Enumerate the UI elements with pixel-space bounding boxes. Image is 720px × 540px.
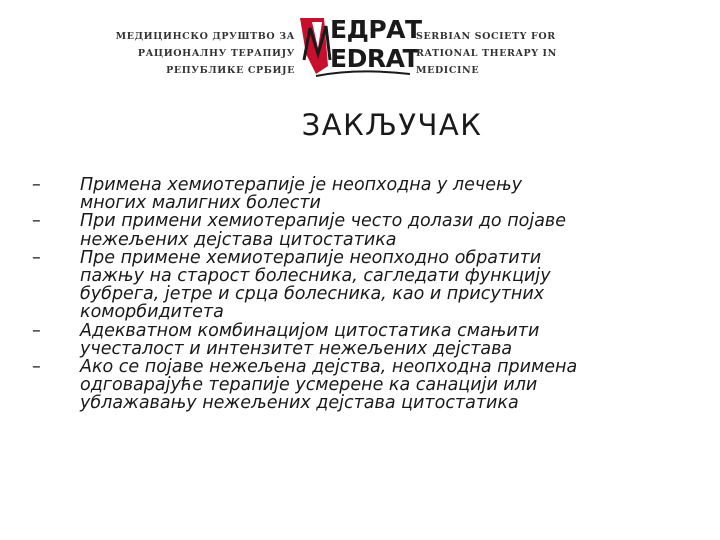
list-item-line: коморбидитета [80,302,224,323]
list-item-line: При примени хемиотерапије често долази до појаве [80,211,567,232]
list-item [24,212,714,248]
logo-text-latin: EDRAT [330,44,420,73]
list-item-line: многих малигних болести [80,193,321,214]
list-item-line: ублажавању нежељених дејстава цитостатика [80,393,519,414]
list-item [24,322,714,358]
bullet-dash: – [32,247,41,268]
bullet-dash: – [32,320,41,341]
list-item-line: одговарајуће терапије усмерене ка санацији или [80,375,538,396]
org-name-english-line1: SERBIAN SOCIETY FOR [416,31,556,42]
list-item-line: нежељених дејстава цитостатика [80,229,397,250]
list-item [24,249,714,322]
list-item-line: бубрега, јетре и срца болесника, као и присутних [80,284,545,305]
org-name-english-line2: RATIONAL THERAPY IN MEDICINE [416,48,557,76]
medrat-logo [298,14,422,80]
logo-text-cyrillic: ЕДРАТ [330,15,422,44]
bullet-dash: – [32,211,41,232]
list-item [24,176,714,212]
page-title [0,108,720,142]
org-name-serbian-line1: МЕДИЦИНСКО ДРУШТВО ЗА [115,31,295,42]
list-item-line: Пре примене хемиотерапије неопходно обратити [80,247,542,268]
list-item-line: Адекватном комбинацијом цитостатика смањити [80,320,540,341]
org-name-serbian-line2: РАЦИОНАЛНУ ТЕРАПИЈУ РЕПУБЛИКЕ СРБИЈЕ [137,48,295,76]
conclusion-list [24,176,714,413]
list-item-line: пажњу на старост болесника, сагледати функцију [80,266,551,287]
list-item-line: учесталост и интензитет нежељених дејстава [80,338,513,359]
header [0,0,720,90]
org-name-english [416,28,616,79]
org-name-serbian [70,28,295,79]
bullet-dash: – [32,175,41,195]
bullet-dash: – [32,357,41,378]
page-title-text: ЗАКЉУЧАК [301,108,483,142]
list-item [24,358,714,413]
list-item-line: Ако се појаве нежељена дејства, неопходна примена [80,357,578,378]
list-item-line: Примена хемиотерапије је неопходна у лечењу [80,175,523,195]
